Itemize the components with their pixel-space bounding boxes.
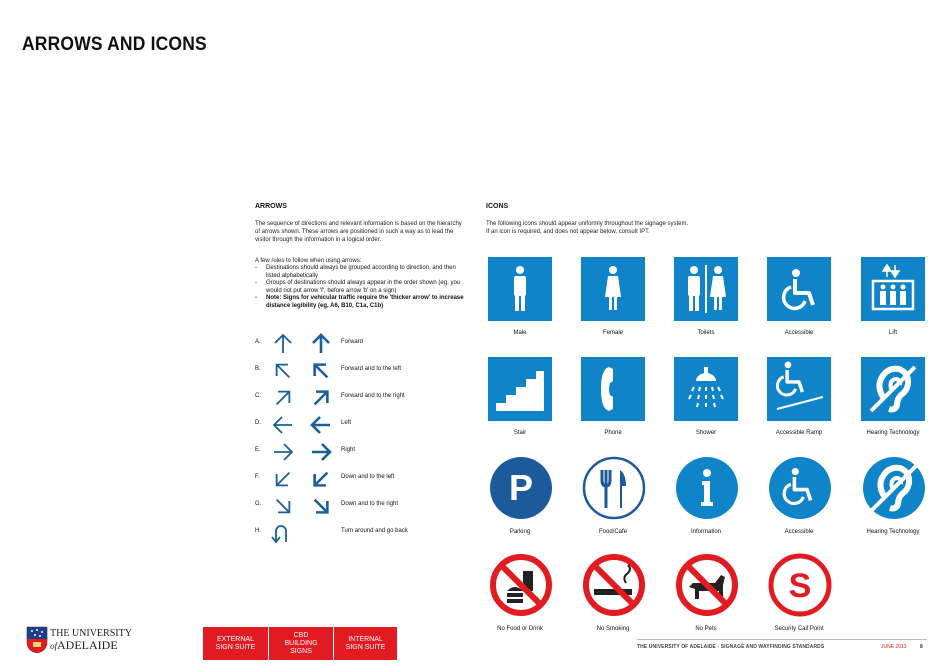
food-cafe-icon — [582, 456, 646, 520]
icon-label: Hearing Technology — [866, 430, 920, 436]
arrow-label: Forward and to the right — [341, 393, 405, 399]
arrow-letter: D. — [255, 420, 261, 426]
information-icon — [675, 456, 739, 520]
lift-icon — [861, 257, 925, 321]
arrow-row — [255, 467, 485, 491]
male-icon — [488, 257, 552, 321]
hearing-technology-icon — [861, 357, 925, 421]
arrow-row — [255, 494, 485, 518]
icons-heading: ICONS — [486, 203, 509, 210]
arrow-label: Left — [341, 420, 352, 426]
icon-label: Food/Cafe — [598, 529, 628, 535]
arrow-row — [255, 521, 485, 545]
icon-label: Security Call Point — [774, 626, 824, 632]
svg-text:S: S — [788, 567, 812, 605]
icon-label: Toilets — [697, 330, 715, 336]
no-pets-icon — [675, 553, 739, 617]
down-left-thick-arrow-icon — [309, 467, 333, 496]
icon-label: Information — [690, 529, 721, 535]
arrow-letter: C. — [255, 393, 261, 399]
tab-external-line2: SIGN SUITE — [215, 643, 256, 651]
icon-label: Male — [513, 330, 527, 336]
tab-cbd-building-signs[interactable] — [269, 627, 333, 660]
arrow-letter: F. — [255, 474, 260, 480]
down-right-thick-arrow-icon — [309, 494, 333, 523]
icon-label: Female — [602, 330, 623, 336]
forward-left-arrow-icon — [271, 359, 295, 388]
arrow-letter: B. — [255, 366, 261, 372]
page-title: ARROWS AND ICONS — [22, 34, 207, 55]
icon-label: No Pets — [695, 626, 717, 632]
no-food-or-drink-icon — [489, 553, 553, 617]
arrows-rules-intro: A few rules to follow when using arrows: — [255, 258, 362, 264]
arrows-heading: ARROWS — [255, 203, 287, 210]
page-number: 8 — [920, 644, 923, 650]
shower-icon — [674, 357, 738, 421]
footer-divider — [637, 639, 927, 640]
arrow-row — [255, 386, 485, 410]
forward-right-thick-arrow-icon — [309, 386, 333, 415]
svg-text:P: P — [508, 467, 534, 508]
down-right-arrow-icon — [271, 494, 295, 523]
icon-label: Hearing Technology — [866, 529, 920, 535]
phone-icon — [581, 357, 645, 421]
icon-label: No Smoking — [596, 626, 630, 632]
icon-label: Accessible Ramp — [775, 430, 823, 436]
tab-cbd-line2: BUILDING — [284, 639, 318, 647]
arrow-letter: H. — [255, 528, 261, 534]
icon-label: No Food or Drink — [497, 626, 543, 632]
tab-internal-line1: INTERNAL — [348, 635, 383, 643]
u-turn-arrow-icon — [271, 521, 295, 550]
arrow-label: Down and to the right — [341, 501, 399, 507]
tab-internal-line2: SIGN SUITE — [345, 643, 386, 651]
accessible-icon — [767, 257, 831, 321]
arrow-label: Turn around and go back — [341, 528, 408, 534]
forward-left-thick-arrow-icon — [309, 359, 333, 388]
icon-label: Shower — [695, 430, 717, 436]
forward-arrow-icon — [271, 332, 295, 361]
arrow-rule-2: - Groups of destinations should always appear in the order shown (eg, you would not put arrow 'f', before arrow 'b' on a sign) — [255, 280, 465, 295]
tab-cbd-line1: CBD — [293, 631, 309, 639]
arrow-row — [255, 413, 485, 437]
tab-cbd-line3: SIGNS — [290, 647, 312, 655]
footer-date: JUNE 2013 — [881, 644, 907, 650]
right-thick-arrow-icon — [309, 440, 333, 469]
arrow-label: Forward and to the left — [341, 366, 402, 372]
stair-icon — [488, 357, 552, 421]
security-call-point-icon — [768, 553, 832, 617]
arrows-intro: The sequence of directions and relevant information is based on the hierarchy of arrows shown. These arrows are positioned in such a way as to lead the visitor through the information in a logical order. — [255, 221, 462, 243]
forward-thick-arrow-icon — [309, 332, 333, 361]
icon-label: Accessible — [784, 330, 814, 336]
icons-intro-line1: The following icons should appear uniformly throughout the signage system. — [486, 221, 689, 227]
arrow-row — [255, 359, 485, 383]
female-icon — [581, 257, 645, 321]
icon-label: Parking — [509, 529, 531, 535]
logo-of-text: of — [50, 641, 58, 651]
icon-label: Accessible — [784, 529, 814, 535]
accessible-round-icon — [768, 456, 832, 520]
icon-label: Phone — [604, 430, 622, 436]
arrows-rules-list — [255, 265, 465, 311]
hearing-technology-round-icon — [862, 456, 926, 520]
arrow-letter: G. — [255, 501, 262, 507]
icons-intro-line2: If an icon is required, and does not appear below, consult IPT. — [486, 229, 650, 235]
university-crest-icon — [26, 626, 48, 654]
university-name-line2 — [50, 638, 118, 653]
tab-external-line1: EXTERNAL — [217, 635, 254, 643]
parking-icon — [489, 456, 553, 520]
arrow-row — [255, 440, 485, 464]
tab-external-sign-suite[interactable] — [203, 627, 268, 660]
icon-label: Lift — [888, 330, 897, 336]
arrow-label: Right — [341, 447, 356, 453]
arrow-label: Forward — [341, 339, 364, 345]
no-smoking-icon — [582, 553, 646, 617]
logo-adelaide-text: ADELAIDE — [57, 638, 118, 652]
left-arrow-icon — [271, 413, 295, 442]
down-left-arrow-icon — [271, 467, 295, 496]
icon-label: Stair — [513, 430, 527, 436]
toilets-icon — [674, 257, 738, 321]
footer-document-title: THE UNIVERSITY OF ADELAIDE - SIGNAGE AND WAYFINDING STANDARDS — [637, 644, 825, 650]
right-arrow-icon — [271, 440, 295, 469]
arrow-row — [255, 332, 485, 356]
left-thick-arrow-icon — [309, 413, 333, 442]
arrow-label: Down and to the left — [341, 474, 395, 480]
forward-right-arrow-icon — [271, 386, 295, 415]
arrow-rule-1: - Destinations should always be grouped according to direction, and then listed alphabetically — [255, 265, 465, 280]
arrow-rule-3: - Note: Signs for vehicular traffic require the 'thicker arrow' to increase distance legibility (eg, A6, B10, C1a, C1b) — [255, 295, 465, 310]
accessible-ramp-icon — [767, 357, 831, 421]
university-name-line1: THE UNIVERSITY — [50, 628, 132, 639]
arrow-letter: A. — [255, 339, 261, 345]
tab-internal-sign-suite[interactable] — [334, 627, 397, 660]
arrow-letter: E. — [255, 447, 261, 453]
